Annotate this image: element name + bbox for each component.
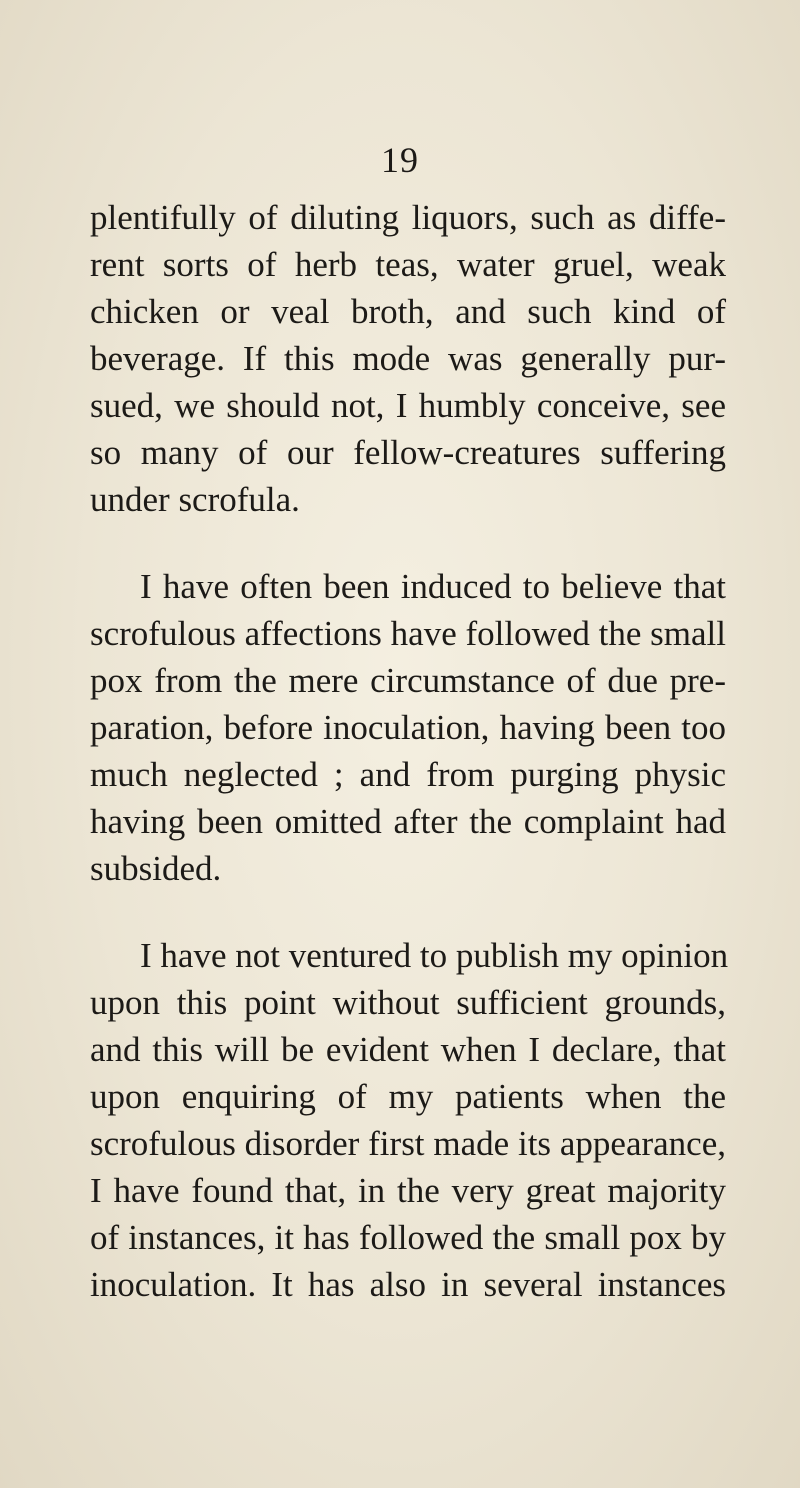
text-line: upon this point without sufficient grounds, bbox=[90, 983, 726, 1022]
text-line: beverage. If this mode was generally pur- bbox=[90, 339, 726, 378]
paragraph-2 bbox=[90, 563, 726, 892]
text-line: plentifully of diluting liquors, such as diffe- bbox=[90, 198, 726, 237]
text-line: inoculation. It has also in several instances bbox=[90, 1265, 726, 1304]
text-line: of instances, it has followed the small pox by bbox=[90, 1218, 726, 1257]
text-line: scrofulous disorder first made its appearance, bbox=[90, 1124, 726, 1163]
text-line: chicken or veal broth, and such kind of bbox=[90, 292, 726, 331]
text-line: pox from the mere circumstance of due pre- bbox=[90, 661, 726, 700]
paragraph-1 bbox=[90, 194, 726, 523]
text-line: rent sorts of herb teas, water gruel, weak bbox=[90, 245, 726, 284]
text-line: under scrofula. bbox=[90, 480, 300, 519]
text-line: so many of our fellow-creatures suffering bbox=[90, 433, 726, 472]
text-line: and this will be evident when I declare, that bbox=[90, 1030, 726, 1069]
paragraph-3 bbox=[90, 932, 729, 1308]
page-number: 19 bbox=[381, 140, 419, 180]
text-line: paration, before inoculation, having been too bbox=[90, 708, 726, 747]
text-line: having been omitted after the complaint had bbox=[90, 802, 726, 841]
text-line: I have often been induced to believe that bbox=[140, 567, 726, 606]
text-line: upon enquiring of my patients when the bbox=[90, 1077, 726, 1116]
text-line: I have found that, in the very great majority bbox=[90, 1171, 726, 1210]
text-line: subsided. bbox=[90, 849, 222, 888]
body-text bbox=[90, 194, 729, 1308]
text-line: sued, we should not, I humbly conceive, see bbox=[90, 386, 726, 425]
text-line: much neglected ; and from purging physic bbox=[90, 755, 726, 794]
text-line: scrofulous affections have followed the small bbox=[90, 614, 726, 653]
text-line: I have not ventured to publish my opinion bbox=[140, 936, 729, 975]
